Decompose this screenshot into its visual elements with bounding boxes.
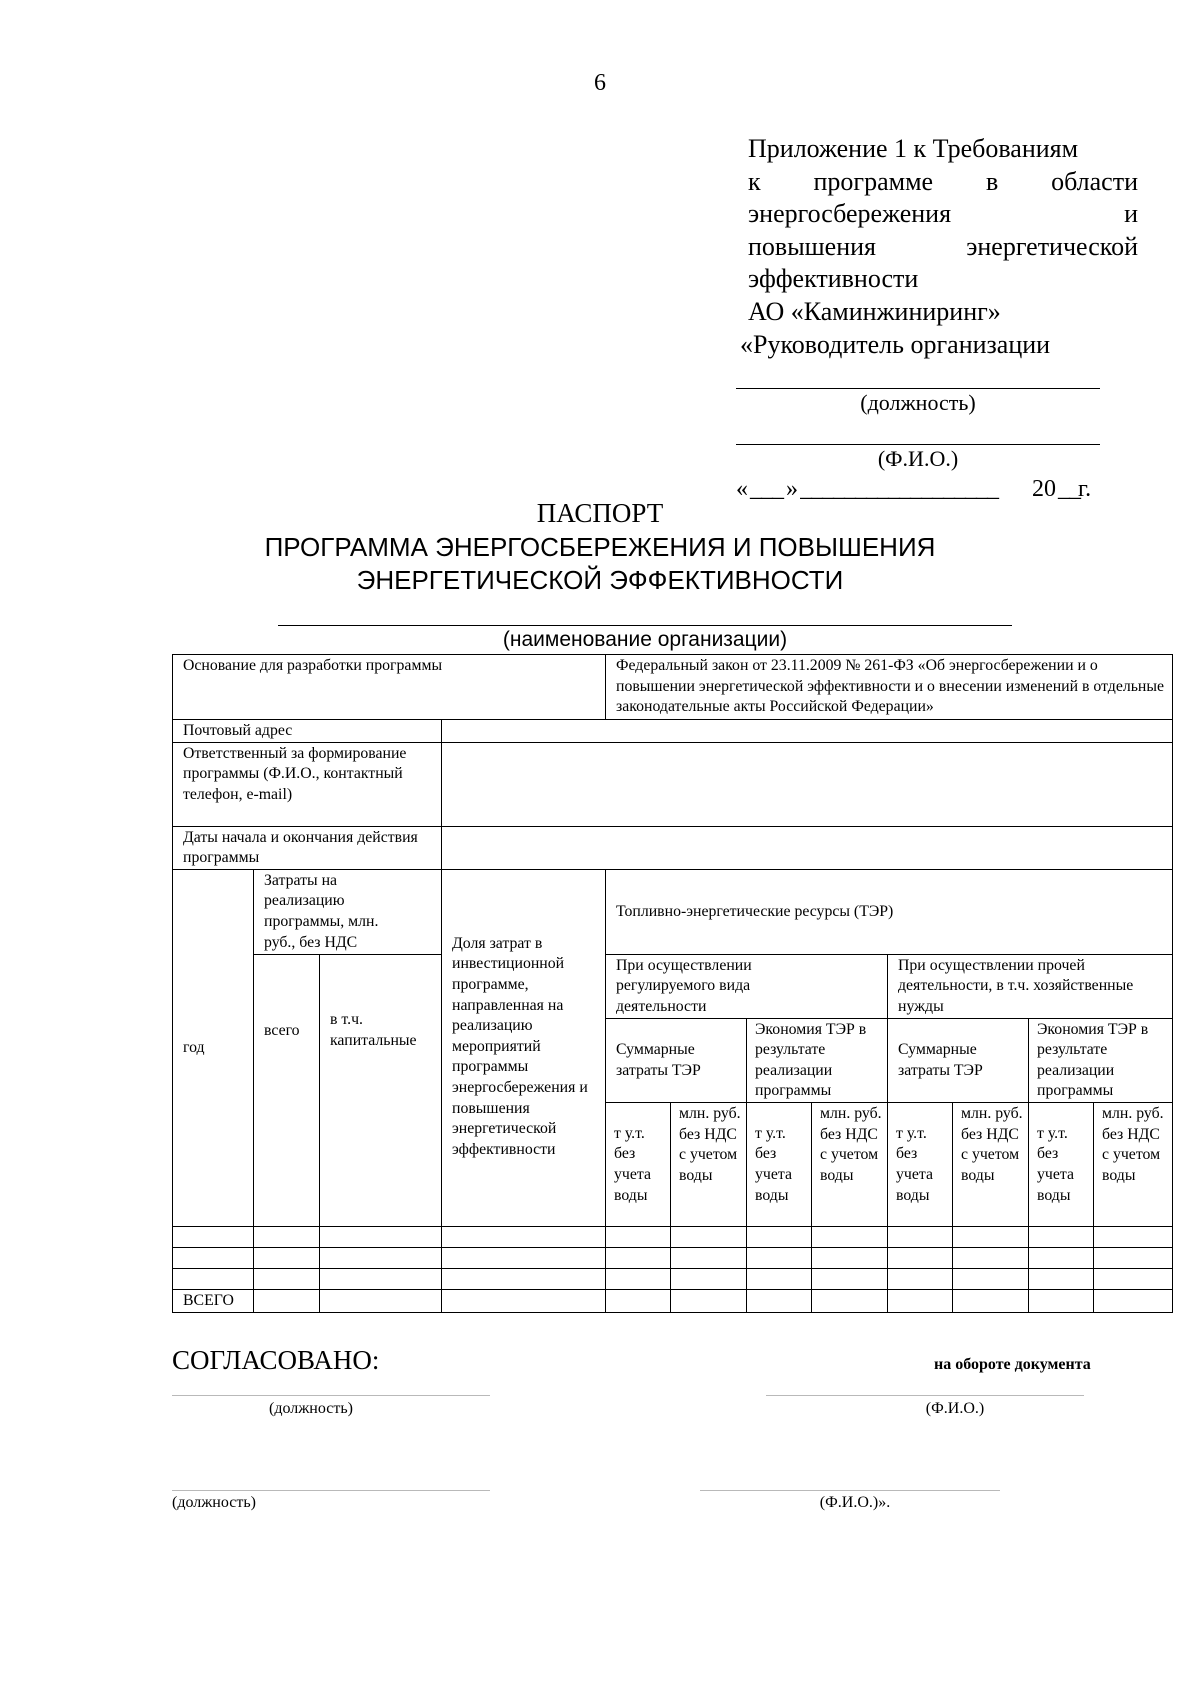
data-cell[interactable] — [606, 1226, 671, 1247]
data-cell[interactable] — [320, 1247, 442, 1268]
data-cell[interactable] — [1094, 1226, 1173, 1247]
header-oth-savings: Экономия ТЭР в результате реализации программы — [1029, 1018, 1173, 1102]
data-cell[interactable] — [254, 1226, 320, 1247]
responsible-label: Ответственный за формирование программы (Ф.И.О., контактный телефон, e-mail) — [173, 742, 442, 826]
header-reg-sum-costs: Суммарные затраты ТЭР — [606, 1018, 747, 1102]
data-cell[interactable] — [1094, 1247, 1173, 1268]
agreed-name-line-1 — [766, 1395, 1084, 1396]
date-year-prefix: 20 — [1032, 476, 1056, 502]
data-cell[interactable] — [173, 1226, 254, 1247]
data-cell[interactable] — [606, 1247, 671, 1268]
data-cell[interactable] — [812, 1289, 888, 1312]
appendix-word: и — [1124, 199, 1138, 229]
passport-title: ПАСПОРТ — [536, 498, 664, 528]
date-year-blank: __ — [1058, 476, 1080, 502]
agreed-heading: СОГЛАСОВАНО: — [172, 1345, 380, 1375]
agreed-name-line-2 — [700, 1490, 1000, 1491]
data-cell[interactable] — [1094, 1268, 1173, 1289]
dates-value[interactable] — [442, 826, 1173, 869]
data-cell[interactable] — [1029, 1226, 1094, 1247]
position-caption: (должность) — [860, 390, 976, 415]
data-cell[interactable] — [1094, 1289, 1173, 1312]
responsible-value[interactable] — [442, 742, 1173, 826]
unit-rub: млн. руб. без НДС с учетом воды — [812, 1102, 888, 1226]
data-cell[interactable] — [747, 1226, 812, 1247]
data-cell[interactable] — [747, 1247, 812, 1268]
unit-tut: т у.т. без учета воды — [888, 1102, 953, 1226]
header-costs-total: всего — [254, 954, 320, 1226]
header-share: Доля затрат в инвестиционной программе, направленная на реализацию мероприятий программы энергосбережения и повышения энергетической эффективности — [442, 869, 606, 1226]
agreed-position-line-1 — [172, 1395, 490, 1396]
data-cell[interactable] — [747, 1268, 812, 1289]
data-cell[interactable] — [320, 1289, 442, 1312]
data-cell[interactable] — [812, 1226, 888, 1247]
table-row — [173, 742, 1173, 826]
data-cell[interactable] — [320, 1226, 442, 1247]
header-regulated: При осуществлении регулируемого вида деятельности — [606, 954, 888, 1018]
data-cell[interactable] — [888, 1268, 953, 1289]
date-day-blank: ___ — [750, 476, 783, 502]
table-row — [173, 1226, 1173, 1247]
data-cell[interactable] — [953, 1226, 1029, 1247]
name-caption: (Ф.И.О.) — [877, 446, 959, 471]
appendix-line — [748, 166, 1138, 199]
reverse-note: на обороте документа — [934, 1356, 1091, 1373]
table-row — [173, 1289, 1173, 1312]
header-costs: Затраты на реализацию программы, млн. руб., без НДС — [254, 869, 442, 954]
table-row — [173, 954, 1173, 1018]
data-cell[interactable] — [953, 1247, 1029, 1268]
unit-rub: млн. руб. без НДС с учетом воды — [671, 1102, 747, 1226]
data-cell[interactable] — [442, 1247, 606, 1268]
name-signature-line — [736, 444, 1100, 445]
data-cell[interactable] — [442, 1268, 606, 1289]
data-cell[interactable] — [953, 1289, 1029, 1312]
table-row — [173, 720, 1173, 743]
data-cell[interactable] — [606, 1268, 671, 1289]
appendix-word: энергетической — [966, 231, 1138, 261]
header-reg-savings: Экономия ТЭР в результате реализации программы — [747, 1018, 888, 1102]
table-row — [173, 1247, 1173, 1268]
data-cell[interactable] — [1029, 1247, 1094, 1268]
passport-table — [172, 654, 1173, 1313]
agreed-position-caption-1: (должность) — [269, 1400, 353, 1417]
appendix-word: повышения — [748, 231, 877, 261]
data-cell[interactable] — [671, 1247, 747, 1268]
data-cell[interactable] — [606, 1289, 671, 1312]
data-cell[interactable] — [747, 1289, 812, 1312]
date-month-blank: __________________ — [800, 476, 998, 502]
data-cell[interactable] — [888, 1226, 953, 1247]
agreed-name-caption-2: (Ф.И.О.)». — [819, 1494, 891, 1511]
data-cell[interactable] — [173, 1247, 254, 1268]
data-cell[interactable] — [1029, 1289, 1094, 1312]
unit-tut: т у.т. без учета воды — [606, 1102, 671, 1226]
unit-rub: млн. руб. без НДС с учетом воды — [953, 1102, 1029, 1226]
position-signature-line — [736, 388, 1100, 389]
table-row — [173, 1268, 1173, 1289]
appendix-word: в — [985, 166, 999, 196]
date-year-suffix: г. — [1078, 476, 1092, 502]
total-label: ВСЕГО — [173, 1289, 254, 1312]
date-quote-open: « — [736, 476, 748, 502]
unit-rub: млн. руб. без НДС с учетом воды — [1094, 1102, 1173, 1226]
header-oth-sum-costs: Суммарные затраты ТЭР — [888, 1018, 1029, 1102]
data-cell[interactable] — [173, 1268, 254, 1289]
table-row — [173, 869, 1173, 954]
data-cell[interactable] — [320, 1268, 442, 1289]
data-cell[interactable] — [812, 1247, 888, 1268]
data-cell[interactable] — [442, 1226, 606, 1247]
data-cell[interactable] — [671, 1226, 747, 1247]
data-cell[interactable] — [953, 1268, 1029, 1289]
page-number: 6 — [594, 70, 606, 96]
header-costs-capital: в т.ч. капитальные — [320, 954, 442, 1226]
program-title-line2: ЭНЕРГЕТИЧЕСКОЙ ЭФФЕКТИВНОСТИ — [356, 565, 844, 595]
agreed-name-caption-1: (Ф.И.О.) — [925, 1400, 985, 1417]
appendix-line-head: «Руководитель организации — [740, 330, 1051, 359]
data-cell[interactable] — [1029, 1268, 1094, 1289]
appendix-line: АО «Каминжиниринг» — [748, 296, 1001, 326]
appendix-word: энергосбережения — [748, 199, 952, 229]
basis-label: Основание для разработки программы — [173, 655, 606, 720]
data-cell[interactable] — [442, 1289, 606, 1312]
data-cell[interactable] — [671, 1268, 747, 1289]
data-cell[interactable] — [254, 1289, 320, 1312]
dates-label: Даты начала и окончания действия программы — [173, 826, 442, 869]
appendix-word: программе — [813, 166, 934, 196]
header-year: год — [173, 869, 254, 1226]
organization-caption: (наименование организации) — [502, 628, 788, 651]
data-cell[interactable] — [254, 1268, 320, 1289]
postal-value[interactable] — [442, 720, 1173, 743]
appendix-line: эффективности — [748, 264, 919, 294]
program-title-line1: ПРОГРАММА ЭНЕРГОСБЕРЕЖЕНИЯ И ПОВЫШЕНИЯ — [264, 532, 936, 562]
agreed-position-line-2 — [172, 1490, 490, 1491]
data-cell[interactable] — [671, 1289, 747, 1312]
organization-line — [278, 625, 1012, 626]
appendix-line — [748, 198, 1138, 231]
agreed-position-caption-2: (должность) — [172, 1494, 256, 1511]
unit-tut: т у.т. без учета воды — [1029, 1102, 1094, 1226]
data-cell[interactable] — [888, 1289, 953, 1312]
data-cell[interactable] — [812, 1268, 888, 1289]
date-quote-close: » — [786, 476, 798, 502]
data-cell[interactable] — [888, 1247, 953, 1268]
appendix-word: области — [1051, 166, 1138, 196]
table-row — [173, 826, 1173, 869]
appendix-block — [748, 133, 1138, 329]
appendix-word: к — [748, 166, 761, 196]
data-cell[interactable] — [254, 1247, 320, 1268]
header-other: При осуществлении прочей деятельности, в т.ч. хозяйственные нужды — [888, 954, 1173, 1018]
basis-value: Федеральный закон от 23.11.2009 № 261-ФЗ «Об энергосбережении и о повышении энергетической эффективности и о внесении изменений в отдельные законодательные акты Российской Федерации» — [606, 655, 1173, 720]
appendix-line — [748, 231, 1138, 264]
postal-label: Почтовый адрес — [173, 720, 442, 743]
header-ter: Топливно-энергетические ресурсы (ТЭР) — [606, 869, 1173, 954]
unit-tut: т у.т. без учета воды — [747, 1102, 812, 1226]
appendix-line: Приложение 1 к Требованиям — [748, 134, 1079, 163]
table-row — [173, 655, 1173, 720]
